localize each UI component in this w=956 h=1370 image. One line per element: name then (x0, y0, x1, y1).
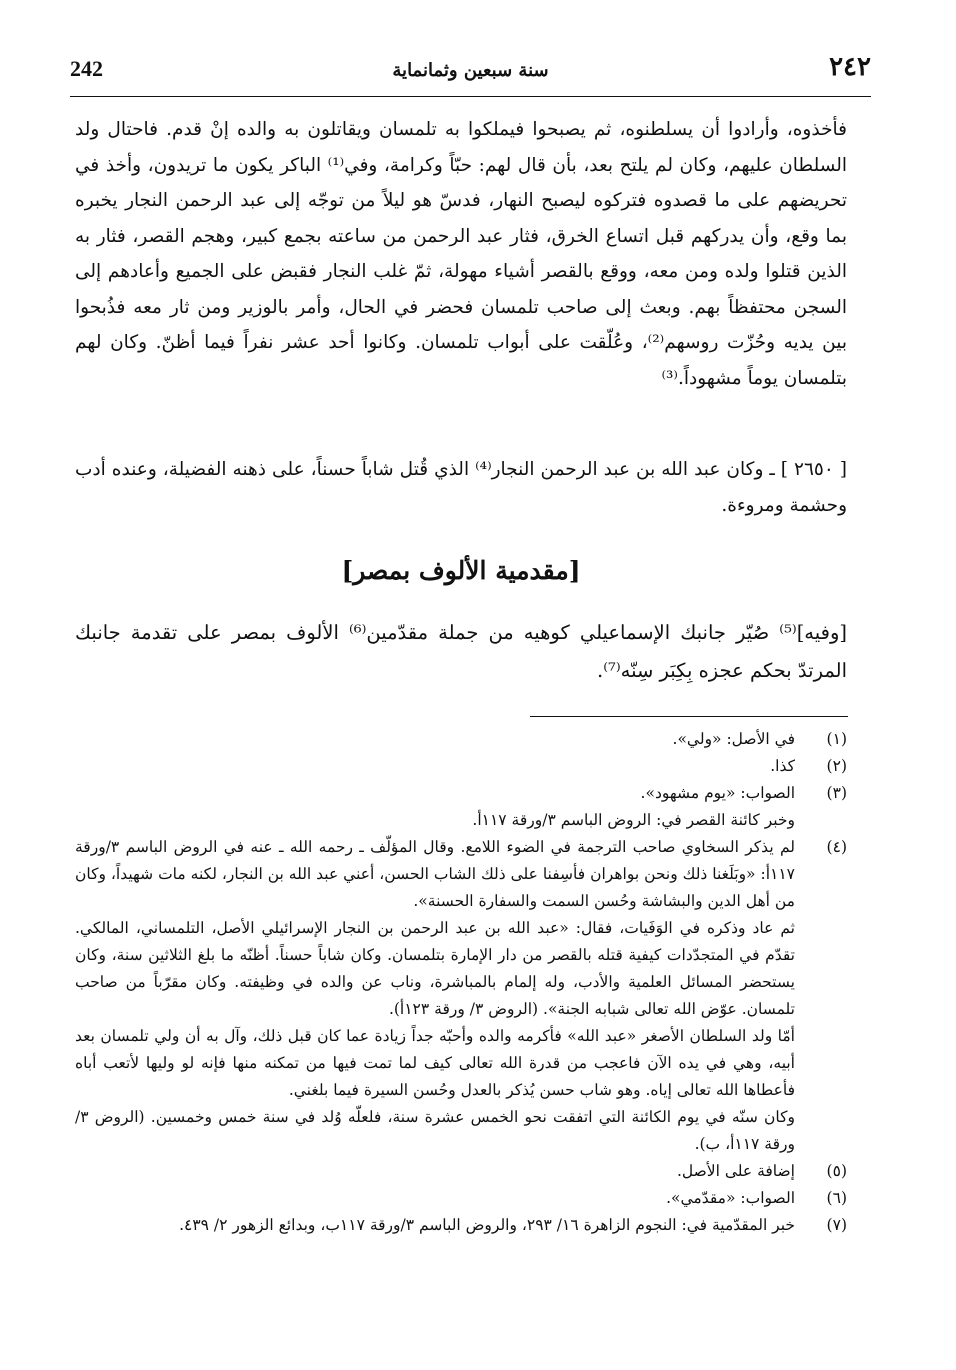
footnote-5 (75, 1158, 847, 1185)
entry-2650-paragraph: [ ٢٦٥٠ ] ـ وكان عبد الله بن عبد الرحمن النجار⁽⁴⁾ الذي قُتل شاباً حسناً، على ذهنه الفضيلة، وعنده أدب وحشمة ومروءة. (75, 459, 848, 516)
footnote-text: خبر المقدّمية في: النجوم الزاهرة ١٦/ ٢٩٣، والروض الباسم ٣/ورقة ١١٧ب، وبدائع الزهور ٢/ ٤٣٩. (179, 1216, 795, 1234)
body-paragraph-3: [وفيه]⁽⁵⁾ صُيّر جانبك الإسماعيلي كوهيه من جملة مقدّمين⁽⁶⁾ الألوف بمصر على تقدمة جانبك المرتدّ بحكم عجزه بِكِبَر سِنّه⁽⁷⁾. (75, 621, 847, 682)
header-divider (70, 96, 871, 97)
footnote-number: (٢) (826, 757, 847, 775)
footnote-divider (530, 716, 848, 717)
body-paragraph-1: فأخذوه، وأرادوا أن يسلطنوه، ثم يصبحوا فيملكوا به تلمسان ويقاتلون به والده إنْ قدم. فاحتال ولد السلطان عليهم، وكان لم يلتح بعد، بأن قال لهم: حبّاً وكرامة، وفي⁽¹⁾ الباكر يكون ما تريدون، وأخذ في تحريضهم على ما قصدوه فتركوه ليصبح النهار، فدسّ هو ليلاً من توجّه إلى عبد الرحمن النجار يخبره بما وقع، وأن يدركهم قبل اتساع الخرق، فثار عبد الرحمن من ساعته بجمع كبير، وهجم القصر، فثار به الذين قتلوا ولده ومن معه، ووقع بالقصر أشياء مهولة، ثمّ غلب النجار فقبض على الجميع وأعادهم إلى السجن محتفظاً بهم. وبعث إلى صاحب تلمسان فحضر في الحال، وأمر بالوزير ومن ثار معه فذُبحوا بين يديه وحُزّت روسهم⁽²⁾، وعُلّقت على أبواب تلمسان. وكانوا أحد عشر نفراً فيما أظنّ. وكان لهم بتلمسان يوماً مشهوداً.⁽³⁾ (75, 119, 847, 389)
running-title: سنة سبعين وثمانماية (392, 60, 549, 81)
footnote-2 (75, 753, 847, 780)
footnote-number: (٣) (826, 784, 847, 802)
footnotes (75, 726, 847, 1239)
footnote-3 (75, 780, 847, 834)
footnote-1 (75, 726, 847, 753)
footnote-number: (٤) (826, 838, 847, 856)
footnote-text: في الأصل: «ولي». (672, 730, 795, 748)
page-number-arabic: ٢٤٢ (829, 52, 871, 82)
section-heading: [مقدمية الألوف بمصر] (341, 556, 581, 585)
footnote-text: وخبر كائنة القصر في: الروض الباسم ٣/ورقة ١١٧أ. (472, 811, 795, 829)
footnote-text: الصواب: «مقدّمي». (666, 1189, 795, 1207)
footnote-text: أمّا ولد السلطان الأصغر «عبد الله» فأكرمه والده وأحبّه جداً زيادة عما كان قبل ذلك، وآل به أن ولي تلمسان بعد أبيه، وهي في يده الآن فاعجب من قدرة الله تعالى كيف لما تمت فيها من تمكنه منها فإنه لو وليها لأتعب أباه فأعطاها الله تعالى إياه. وهو شاب حسن يُذكر بالعدل وحُسن السيرة فيما بلغني. (75, 1027, 795, 1099)
footnote-text: ثم عاد وذكره في الوَفَيات، فقال: «عبد الله بن عبد الرحمن بن النجار الإسرائيلي الأصل، التلمساني، المالكي. تقدّم في المتجدّدات كيفية قتله بالقصر من دار الإمارة بتلمسان. وكان شاباً حسناً. أظنّه ما بلغ الثلاثين سنة، وكان يستحضر المسائل العلمية والأدب، وله إلمام بالمباشرة، وناب عن والده في وظيفته. وكان مقرّباً من صاحب تلمسان. عوّض الله تعالى شبابه الجنة». (الروض ٣/ ورقة ١٢٣أ). (75, 919, 795, 1018)
footnote-text: الصواب: «يوم مشهود». (640, 784, 795, 802)
footnote-number: (١) (826, 730, 847, 748)
page-header (70, 52, 871, 96)
footnote-4 (75, 834, 847, 1158)
footnote-6 (75, 1185, 847, 1212)
footnote-number: (٧) (826, 1216, 847, 1234)
footnote-text: لم يذكر السخاوي صاحب الترجمة في الضوء اللامع. وقال المؤلّف ـ رحمه الله ـ عنه في الروض الباسم ٣/ورقة ١١٧أ: «وبَلَغنا ذلك ونحن بواهران فأسِفنا على ذلك الشاب الحسن، أعني عبد الله بن النجار، لكنه مات شهيداً، وكان من أهل الدين والبشاشة وحُسن السمت والسفارة الحسنة». (75, 838, 795, 910)
footnote-7 (75, 1212, 847, 1239)
footnote-number: (٦) (826, 1189, 847, 1207)
footnote-number: (٥) (826, 1162, 847, 1180)
footnote-text: كذا. (770, 757, 795, 775)
page-number-latin: 242 (70, 56, 103, 81)
footnote-text: وكان سنّه في يوم الكائنة التي اتفقت نحو الخمس عشرة سنة، فلعلّه وُلد في سنة خمس وخمسين. (الروض ٣/ورقة ١١٧أ، ب). (75, 1108, 795, 1153)
footnote-text: إضافة على الأصل. (676, 1162, 795, 1180)
